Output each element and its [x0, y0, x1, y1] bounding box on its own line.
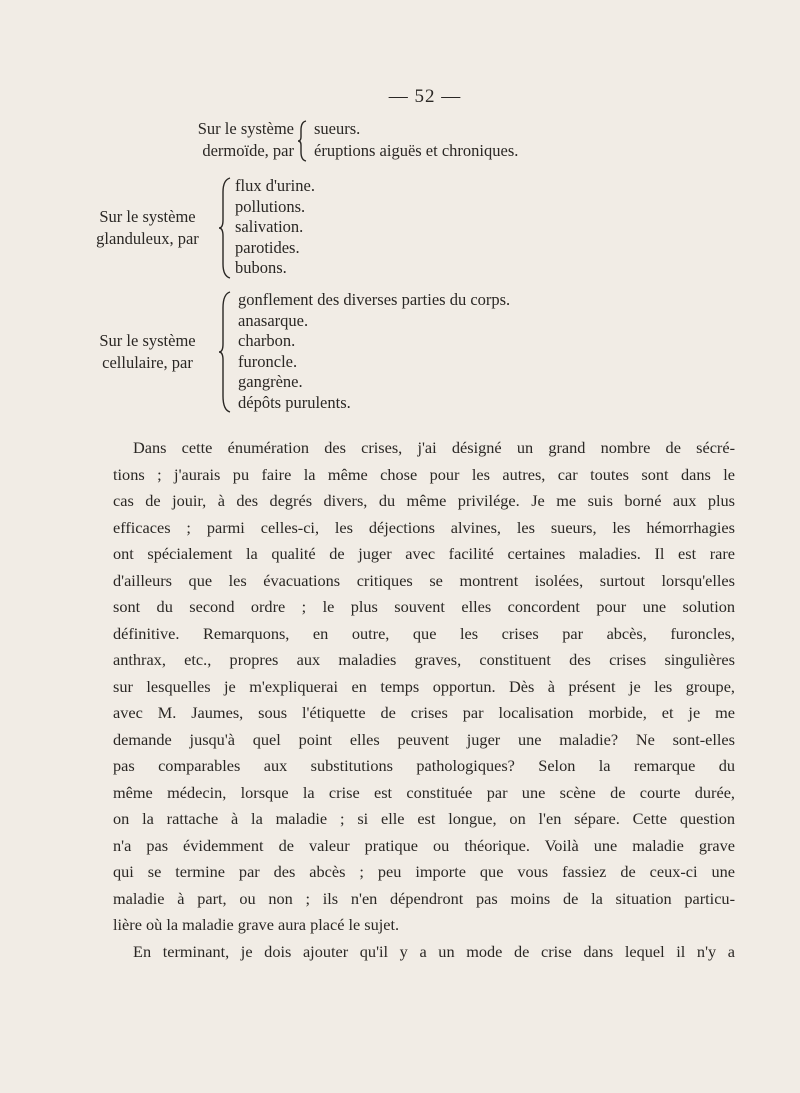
text-line: cas de jouir, à des degrés divers, du même privilége. Je me suis borné aux plus: [113, 491, 735, 510]
text-line: Dans cette énumération des crises, j'ai désigné un grand nombre de sécré-: [133, 438, 735, 457]
list-item: sueurs.: [314, 119, 361, 138]
list-item: salivation.: [235, 217, 304, 236]
body-text: [113, 435, 735, 965]
list-item: parotides.: [235, 237, 300, 257]
curly-brace-icon: [218, 290, 232, 414]
group-label-line: dermoïde, par: [202, 141, 294, 160]
group-label-line: Sur le système: [99, 331, 196, 350]
paragraph: [113, 435, 735, 939]
list-item: bubons.: [235, 258, 287, 277]
list-item: furoncle.: [238, 351, 298, 371]
list-item: flux d'urine.: [235, 176, 315, 195]
text-line: n'a pas évidemment de valeur pratique ou théorique. Voilà une maladie grave: [113, 835, 735, 855]
group-label-line: Sur le système: [197, 119, 294, 138]
group-label: [96, 118, 294, 162]
group-items: [235, 176, 315, 279]
text-line: d'ailleurs que les évacuations critiques se montrent isolées, surtout lorsqu'elles: [113, 570, 735, 590]
text-line: pas comparables aux substitutions pathologiques? Selon la remarque du: [113, 756, 735, 775]
group-label-line: Sur le système: [99, 207, 196, 226]
list-item: éruptions aiguës et chroniques.: [314, 141, 519, 160]
text-line: même médecin, lorsque la crise est constituée par une scène de courte durée,: [113, 782, 735, 802]
text-line: avec M. Jaumes, sous l'étiquette de crises par localisation morbide, et je me: [113, 703, 735, 722]
text-line: qui se termine par des abcès ; peu importe que vous fassiez de ceux-ci une: [113, 862, 735, 881]
group-label-line: glanduleux, par: [96, 229, 199, 248]
list-item: anasarque.: [238, 310, 309, 330]
text-line: anthrax, etc., propres aux maladies graves, constituent des crises singulières: [113, 650, 735, 669]
text-line: efficaces ; parmi celles-ci, les déjections alvines, les sueurs, les hémorrhagies: [113, 517, 735, 537]
text-line: on la rattache à la maladie ; si elle est longue, on l'en sépare. Cette question: [113, 809, 735, 828]
text-line: sur lesquelles je m'expliquerai en temps opportun. Dès à présent je les groupe,: [113, 676, 735, 696]
text-line: lière où la maladie grave aura placé le sujet.: [113, 915, 400, 934]
curly-brace-icon: [218, 176, 232, 280]
text-line: tions ; j'aurais pu faire la même chose pour les autres, car toutes sont dans le: [113, 464, 735, 484]
group-label: [80, 206, 215, 250]
text-line: définitive. Remarquons, en outre, que les crises par abcès, furoncles,: [113, 623, 735, 643]
classification-group-dermoid: [96, 118, 656, 168]
page-number: — 52 —: [388, 86, 462, 107]
text-line: ont spécialement la qualité de juger avec facilité certaines maladies. Il est rare: [113, 544, 735, 563]
list-item: pollutions.: [235, 196, 306, 216]
text-line: sont du second ordre ; le plus souvent elles concordent pour une solution: [113, 597, 735, 616]
text-line: En terminant, je dois ajouter qu'il y a un mode de crise dans lequel il n'y a: [133, 941, 735, 961]
group-label-line: cellulaire, par: [102, 353, 193, 372]
classification-group-glandular: [80, 176, 640, 286]
group-items: [238, 290, 510, 413]
list-item: gonflement des diverses parties du corps.: [238, 290, 511, 309]
text-line: maladie à part, ou non ; ils n'en dépendront pas moins de la situation particu-: [113, 888, 735, 908]
list-item: charbon.: [238, 331, 296, 350]
text-line: demande jusqu'à quel point elles peuvent juger une maladie? Ne sont-elles: [113, 729, 735, 749]
classification-group-cellular: [80, 290, 680, 420]
list-item: dépôts purulents.: [238, 392, 351, 412]
curly-brace-icon: [298, 120, 308, 162]
paragraph: [113, 939, 735, 966]
list-item: gangrène.: [238, 372, 303, 391]
group-label: [80, 330, 215, 374]
group-items: [314, 118, 518, 162]
